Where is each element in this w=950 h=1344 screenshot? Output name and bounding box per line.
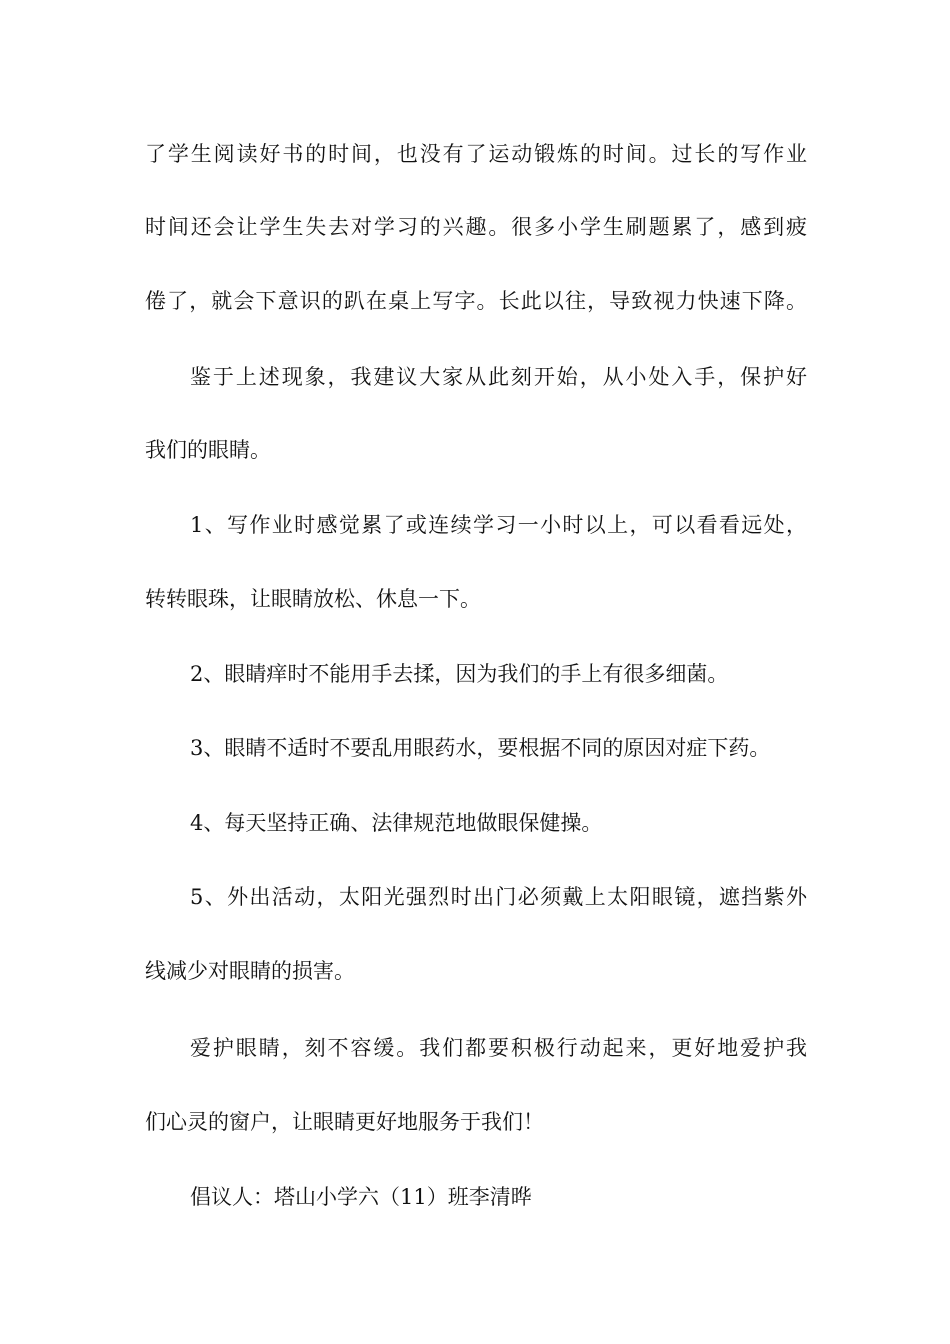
paragraph-line: 爱护眼睛，刻不容缓。我们都要积极行动起来，更好地爱护我 xyxy=(190,1036,807,1060)
list-item-line: 5、外出活动，太阳光强烈时出门必须戴上太阳眼镜，遮挡紫外 xyxy=(190,885,807,909)
list-item-line: 线减少对眼睛的损害。 xyxy=(145,959,355,983)
list-item-line: 1、写作业时感觉累了或连续学习一小时以上，可以看看远处， xyxy=(190,513,807,537)
paragraph-line: 鉴于上述现象，我建议大家从此刻开始，从小处入手，保护好 xyxy=(190,365,807,389)
list-item-line: 2、眼睛痒时不能用手去揉，因为我们的手上有很多细菌。 xyxy=(190,662,729,686)
list-item-line: 3、眼睛不适时不要乱用眼药水，要根据不同的原因对症下药。 xyxy=(190,736,771,760)
list-item-line: 4、每天坚持正确、法律规范地做眼保健操。 xyxy=(190,811,603,835)
paragraph-line: 们心灵的窗户，让眼睛更好地服务于我们！ xyxy=(145,1110,544,1134)
paragraph-line: 时间还会让学生失去对学习的兴趣。很多小学生刷题累了，感到疲 xyxy=(145,215,807,239)
list-item-line: 转转眼珠，让眼睛放松、休息一下。 xyxy=(145,587,481,611)
paragraph-line: 了学生阅读好书的时间，也没有了运动锻炼的时间。过长的写作业 xyxy=(145,142,807,166)
signature-line: 倡议人：塔山小学六（11）班李清晔 xyxy=(190,1185,532,1209)
paragraph-line: 我们的眼睛。 xyxy=(145,438,271,462)
paragraph-line: 倦了，就会下意识的趴在桌上写字。长此以往，导致视力快速下降。 xyxy=(145,289,807,313)
